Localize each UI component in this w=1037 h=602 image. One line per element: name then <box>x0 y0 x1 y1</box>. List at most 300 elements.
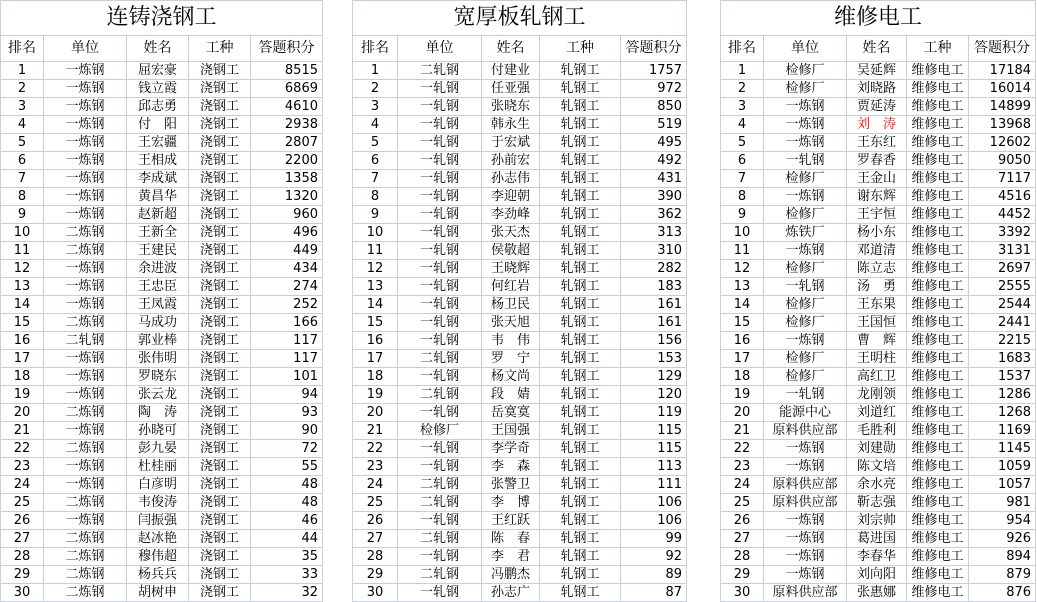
unit-cell[interactable]: 一轧钢 <box>398 260 482 278</box>
unit-cell[interactable]: 一炼钢 <box>44 152 127 170</box>
rank-cell[interactable]: 24 <box>721 476 764 494</box>
score-cell[interactable]: 1169 <box>969 422 1036 440</box>
name-cell[interactable]: 钱立霞 <box>127 80 189 98</box>
name-cell[interactable]: 毛胜利 <box>847 422 907 440</box>
job-cell[interactable]: 轧钢工 <box>540 242 621 260</box>
unit-cell[interactable]: 一炼钢 <box>44 512 127 530</box>
job-cell[interactable]: 轧钢工 <box>540 584 621 602</box>
rank-cell[interactable]: 28 <box>1 548 44 566</box>
name-cell[interactable]: 张晓东 <box>482 98 540 116</box>
unit-cell[interactable]: 一炼钢 <box>764 98 847 116</box>
score-cell[interactable]: 960 <box>251 206 323 224</box>
job-cell[interactable]: 维修电工 <box>907 386 969 404</box>
unit-cell[interactable]: 检修厂 <box>764 170 847 188</box>
job-cell[interactable]: 轧钢工 <box>540 422 621 440</box>
unit-cell[interactable]: 一轧钢 <box>398 332 482 350</box>
rank-cell[interactable]: 26 <box>353 512 398 530</box>
score-cell[interactable]: 12602 <box>969 134 1036 152</box>
job-cell[interactable]: 维修电工 <box>907 350 969 368</box>
job-cell[interactable]: 维修电工 <box>907 206 969 224</box>
name-cell[interactable]: 吴延辉 <box>847 62 907 80</box>
job-cell[interactable]: 轧钢工 <box>540 512 621 530</box>
unit-cell[interactable]: 一炼钢 <box>44 170 127 188</box>
score-cell[interactable]: 14899 <box>969 98 1036 116</box>
unit-cell[interactable]: 一轧钢 <box>398 170 482 188</box>
rank-cell[interactable]: 18 <box>353 368 398 386</box>
job-cell[interactable]: 轧钢工 <box>540 188 621 206</box>
rank-cell[interactable]: 3 <box>1 98 44 116</box>
name-cell[interactable]: 张天杰 <box>482 224 540 242</box>
name-cell[interactable]: 李春华 <box>847 548 907 566</box>
unit-cell[interactable]: 一炼钢 <box>44 458 127 476</box>
unit-cell[interactable]: 一炼钢 <box>44 350 127 368</box>
unit-cell[interactable]: 原料供应部 <box>764 422 847 440</box>
rank-cell[interactable]: 10 <box>353 224 398 242</box>
name-cell[interactable]: 李 森 <box>482 458 540 476</box>
job-cell[interactable]: 维修电工 <box>907 98 969 116</box>
rank-cell[interactable]: 24 <box>1 476 44 494</box>
column-header[interactable]: 工种 <box>540 36 621 62</box>
score-cell[interactable]: 313 <box>621 224 687 242</box>
unit-cell[interactable]: 一轧钢 <box>764 278 847 296</box>
score-cell[interactable]: 87 <box>621 584 687 602</box>
rank-cell[interactable]: 7 <box>1 170 44 188</box>
score-cell[interactable]: 390 <box>621 188 687 206</box>
rank-cell[interactable]: 10 <box>1 224 44 242</box>
rank-cell[interactable]: 17 <box>353 350 398 368</box>
unit-cell[interactable]: 二轧钢 <box>398 494 482 512</box>
name-cell[interactable]: 罗 宁 <box>482 350 540 368</box>
unit-cell[interactable]: 二炼钢 <box>44 224 127 242</box>
rank-cell[interactable]: 3 <box>353 98 398 116</box>
unit-cell[interactable]: 原料供应部 <box>764 584 847 602</box>
job-cell[interactable]: 轧钢工 <box>540 548 621 566</box>
score-cell[interactable]: 113 <box>621 458 687 476</box>
job-cell[interactable]: 维修电工 <box>907 458 969 476</box>
score-cell[interactable]: 431 <box>621 170 687 188</box>
job-cell[interactable]: 维修电工 <box>907 530 969 548</box>
unit-cell[interactable]: 一炼钢 <box>44 368 127 386</box>
unit-cell[interactable]: 一炼钢 <box>764 116 847 134</box>
name-cell[interactable]: 孙前宏 <box>482 152 540 170</box>
job-cell[interactable]: 浇钢工 <box>189 458 251 476</box>
score-cell[interactable]: 3131 <box>969 242 1036 260</box>
unit-cell[interactable]: 一炼钢 <box>764 188 847 206</box>
rank-cell[interactable]: 6 <box>1 152 44 170</box>
job-cell[interactable]: 浇钢工 <box>189 206 251 224</box>
score-cell[interactable]: 2697 <box>969 260 1036 278</box>
unit-cell[interactable]: 一炼钢 <box>44 116 127 134</box>
score-cell[interactable]: 111 <box>621 476 687 494</box>
name-cell[interactable]: 王国恒 <box>847 314 907 332</box>
unit-cell[interactable]: 检修厂 <box>764 206 847 224</box>
score-cell[interactable]: 129 <box>621 368 687 386</box>
name-cell[interactable]: 王相成 <box>127 152 189 170</box>
job-cell[interactable]: 浇钢工 <box>189 260 251 278</box>
job-cell[interactable]: 浇钢工 <box>189 134 251 152</box>
unit-cell[interactable]: 二炼钢 <box>44 440 127 458</box>
rank-cell[interactable]: 22 <box>721 440 764 458</box>
name-cell[interactable]: 王宇恒 <box>847 206 907 224</box>
job-cell[interactable]: 轧钢工 <box>540 440 621 458</box>
job-cell[interactable]: 浇钢工 <box>189 152 251 170</box>
score-cell[interactable]: 1358 <box>251 170 323 188</box>
score-cell[interactable]: 876 <box>969 584 1036 602</box>
job-cell[interactable]: 维修电工 <box>907 314 969 332</box>
name-cell[interactable]: 闫振强 <box>127 512 189 530</box>
unit-cell[interactable]: 一轧钢 <box>398 368 482 386</box>
rank-cell[interactable]: 25 <box>353 494 398 512</box>
score-cell[interactable]: 282 <box>621 260 687 278</box>
name-cell[interactable]: 余水亮 <box>847 476 907 494</box>
unit-cell[interactable]: 二炼钢 <box>44 314 127 332</box>
unit-cell[interactable]: 一轧钢 <box>398 134 482 152</box>
score-cell[interactable]: 35 <box>251 548 323 566</box>
score-cell[interactable]: 13968 <box>969 116 1036 134</box>
unit-cell[interactable]: 一轧钢 <box>398 98 482 116</box>
score-cell[interactable]: 101 <box>251 368 323 386</box>
unit-cell[interactable]: 能源中心 <box>764 404 847 422</box>
unit-cell[interactable]: 一轧钢 <box>398 314 482 332</box>
name-cell[interactable]: 葛进国 <box>847 530 907 548</box>
name-cell[interactable]: 邓道清 <box>847 242 907 260</box>
score-cell[interactable]: 2200 <box>251 152 323 170</box>
score-cell[interactable]: 44 <box>251 530 323 548</box>
rank-cell[interactable]: 22 <box>353 440 398 458</box>
score-cell[interactable]: 2555 <box>969 278 1036 296</box>
name-cell[interactable]: 付建业 <box>482 62 540 80</box>
score-cell[interactable]: 496 <box>251 224 323 242</box>
score-cell[interactable]: 117 <box>251 332 323 350</box>
unit-cell[interactable]: 一轧钢 <box>764 152 847 170</box>
score-cell[interactable]: 92 <box>621 548 687 566</box>
score-cell[interactable]: 4610 <box>251 98 323 116</box>
rank-cell[interactable]: 3 <box>721 98 764 116</box>
job-cell[interactable]: 浇钢工 <box>189 548 251 566</box>
score-cell[interactable]: 119 <box>621 404 687 422</box>
job-cell[interactable]: 浇钢工 <box>189 350 251 368</box>
job-cell[interactable]: 浇钢工 <box>189 476 251 494</box>
score-cell[interactable]: 2807 <box>251 134 323 152</box>
rank-cell[interactable]: 12 <box>353 260 398 278</box>
rank-cell[interactable]: 21 <box>1 422 44 440</box>
job-cell[interactable]: 浇钢工 <box>189 566 251 584</box>
unit-cell[interactable]: 一炼钢 <box>44 260 127 278</box>
unit-cell[interactable]: 一炼钢 <box>44 206 127 224</box>
score-cell[interactable]: 90 <box>251 422 323 440</box>
name-cell[interactable]: 何红岩 <box>482 278 540 296</box>
unit-cell[interactable]: 一轧钢 <box>398 440 482 458</box>
job-cell[interactable]: 维修电工 <box>907 332 969 350</box>
rank-cell[interactable]: 4 <box>353 116 398 134</box>
rank-cell[interactable]: 11 <box>721 242 764 260</box>
name-cell[interactable]: 杨小东 <box>847 224 907 242</box>
name-cell[interactable]: 王晓辉 <box>482 260 540 278</box>
name-cell[interactable]: 张云龙 <box>127 386 189 404</box>
name-cell[interactable]: 龙刚领 <box>847 386 907 404</box>
rank-cell[interactable]: 27 <box>353 530 398 548</box>
job-cell[interactable]: 轧钢工 <box>540 476 621 494</box>
unit-cell[interactable]: 一炼钢 <box>764 512 847 530</box>
score-cell[interactable]: 1268 <box>969 404 1036 422</box>
name-cell[interactable]: 汤 勇 <box>847 278 907 296</box>
job-cell[interactable]: 轧钢工 <box>540 368 621 386</box>
job-cell[interactable]: 浇钢工 <box>189 62 251 80</box>
score-cell[interactable]: 1683 <box>969 350 1036 368</box>
rank-cell[interactable]: 28 <box>721 548 764 566</box>
unit-cell[interactable]: 一炼钢 <box>44 278 127 296</box>
unit-cell[interactable]: 一轧钢 <box>398 152 482 170</box>
job-cell[interactable]: 轧钢工 <box>540 404 621 422</box>
rank-cell[interactable]: 19 <box>1 386 44 404</box>
unit-cell[interactable]: 原料供应部 <box>764 476 847 494</box>
rank-cell[interactable]: 9 <box>353 206 398 224</box>
name-cell[interactable]: 王东果 <box>847 296 907 314</box>
score-cell[interactable]: 1320 <box>251 188 323 206</box>
rank-cell[interactable]: 19 <box>353 386 398 404</box>
rank-cell[interactable]: 7 <box>353 170 398 188</box>
score-cell[interactable]: 48 <box>251 476 323 494</box>
score-cell[interactable]: 1059 <box>969 458 1036 476</box>
job-cell[interactable]: 浇钢工 <box>189 404 251 422</box>
job-cell[interactable]: 轧钢工 <box>540 458 621 476</box>
job-cell[interactable]: 浇钢工 <box>189 116 251 134</box>
job-cell[interactable]: 浇钢工 <box>189 278 251 296</box>
name-cell[interactable]: 刘宗帅 <box>847 512 907 530</box>
rank-cell[interactable]: 30 <box>1 584 44 602</box>
column-header[interactable]: 单位 <box>764 36 847 62</box>
unit-cell[interactable]: 一炼钢 <box>44 188 127 206</box>
score-cell[interactable]: 32 <box>251 584 323 602</box>
score-cell[interactable]: 2215 <box>969 332 1036 350</box>
unit-cell[interactable]: 检修厂 <box>764 62 847 80</box>
name-cell[interactable]: 王宏疆 <box>127 134 189 152</box>
name-cell[interactable]: 王凤霞 <box>127 296 189 314</box>
unit-cell[interactable]: 一轧钢 <box>398 80 482 98</box>
score-cell[interactable]: 2544 <box>969 296 1036 314</box>
job-cell[interactable]: 轧钢工 <box>540 80 621 98</box>
job-cell[interactable]: 轧钢工 <box>540 296 621 314</box>
unit-cell[interactable]: 一轧钢 <box>398 224 482 242</box>
rank-cell[interactable]: 14 <box>353 296 398 314</box>
rank-cell[interactable]: 4 <box>1 116 44 134</box>
rank-cell[interactable]: 22 <box>1 440 44 458</box>
name-cell[interactable]: 黄昌华 <box>127 188 189 206</box>
score-cell[interactable]: 434 <box>251 260 323 278</box>
job-cell[interactable]: 维修电工 <box>907 422 969 440</box>
name-cell[interactable]: 侯敬超 <box>482 242 540 260</box>
job-cell[interactable]: 轧钢工 <box>540 386 621 404</box>
score-cell[interactable]: 495 <box>621 134 687 152</box>
name-cell[interactable]: 韦俊涛 <box>127 494 189 512</box>
unit-cell[interactable]: 一炼钢 <box>44 386 127 404</box>
rank-cell[interactable]: 20 <box>1 404 44 422</box>
rank-cell[interactable]: 18 <box>1 368 44 386</box>
unit-cell[interactable]: 一炼钢 <box>44 62 127 80</box>
job-cell[interactable]: 浇钢工 <box>189 512 251 530</box>
name-cell[interactable]: 杜桂丽 <box>127 458 189 476</box>
name-cell[interactable]: 王明柱 <box>847 350 907 368</box>
column-header[interactable]: 排名 <box>1 36 44 62</box>
unit-cell[interactable]: 原料供应部 <box>764 494 847 512</box>
unit-cell[interactable]: 二轧钢 <box>398 476 482 494</box>
score-cell[interactable]: 492 <box>621 152 687 170</box>
rank-cell[interactable]: 20 <box>353 404 398 422</box>
job-cell[interactable]: 浇钢工 <box>189 242 251 260</box>
rank-cell[interactable]: 27 <box>1 530 44 548</box>
rank-cell[interactable]: 2 <box>353 80 398 98</box>
job-cell[interactable]: 维修电工 <box>907 494 969 512</box>
rank-cell[interactable]: 29 <box>721 566 764 584</box>
rank-cell[interactable]: 27 <box>721 530 764 548</box>
unit-cell[interactable]: 一炼钢 <box>44 476 127 494</box>
job-cell[interactable]: 浇钢工 <box>189 494 251 512</box>
rank-cell[interactable]: 18 <box>721 368 764 386</box>
unit-cell[interactable]: 一轧钢 <box>398 404 482 422</box>
rank-cell[interactable]: 28 <box>353 548 398 566</box>
rank-cell[interactable]: 6 <box>721 152 764 170</box>
name-cell[interactable]: 陈立志 <box>847 260 907 278</box>
job-cell[interactable]: 轧钢工 <box>540 134 621 152</box>
score-cell[interactable]: 1057 <box>969 476 1036 494</box>
job-cell[interactable]: 轧钢工 <box>540 332 621 350</box>
unit-cell[interactable]: 二轧钢 <box>398 62 482 80</box>
unit-cell[interactable]: 二轧钢 <box>44 332 127 350</box>
unit-cell[interactable]: 二炼钢 <box>44 494 127 512</box>
job-cell[interactable]: 浇钢工 <box>189 314 251 332</box>
unit-cell[interactable]: 二轧钢 <box>398 530 482 548</box>
unit-cell[interactable]: 一炼钢 <box>44 80 127 98</box>
unit-cell[interactable]: 二炼钢 <box>44 584 127 602</box>
rank-cell[interactable]: 26 <box>1 512 44 530</box>
rank-cell[interactable]: 16 <box>721 332 764 350</box>
job-cell[interactable]: 轧钢工 <box>540 224 621 242</box>
rank-cell[interactable]: 5 <box>721 134 764 152</box>
name-cell[interactable]: 马成功 <box>127 314 189 332</box>
rank-cell[interactable]: 29 <box>1 566 44 584</box>
score-cell[interactable]: 72 <box>251 440 323 458</box>
score-cell[interactable]: 879 <box>969 566 1036 584</box>
score-cell[interactable]: 94 <box>251 386 323 404</box>
job-cell[interactable]: 维修电工 <box>907 476 969 494</box>
rank-cell[interactable]: 5 <box>1 134 44 152</box>
unit-cell[interactable]: 二炼钢 <box>44 530 127 548</box>
job-cell[interactable]: 浇钢工 <box>189 170 251 188</box>
job-cell[interactable]: 维修电工 <box>907 260 969 278</box>
name-cell[interactable]: 罗晓东 <box>127 368 189 386</box>
score-cell[interactable]: 153 <box>621 350 687 368</box>
job-cell[interactable]: 浇钢工 <box>189 98 251 116</box>
unit-cell[interactable]: 炼铁厂 <box>764 224 847 242</box>
rank-cell[interactable]: 6 <box>353 152 398 170</box>
unit-cell[interactable]: 二炼钢 <box>44 548 127 566</box>
name-cell[interactable]: 赵新超 <box>127 206 189 224</box>
unit-cell[interactable]: 一轧钢 <box>398 278 482 296</box>
unit-cell[interactable]: 一炼钢 <box>44 296 127 314</box>
name-cell[interactable]: 赵冰艳 <box>127 530 189 548</box>
rank-cell[interactable]: 2 <box>721 80 764 98</box>
name-cell[interactable]: 曹 辉 <box>847 332 907 350</box>
rank-cell[interactable]: 23 <box>721 458 764 476</box>
rank-cell[interactable]: 12 <box>721 260 764 278</box>
rank-cell[interactable]: 15 <box>721 314 764 332</box>
score-cell[interactable]: 183 <box>621 278 687 296</box>
score-cell[interactable]: 954 <box>969 512 1036 530</box>
job-cell[interactable]: 轧钢工 <box>540 170 621 188</box>
score-cell[interactable]: 362 <box>621 206 687 224</box>
score-cell[interactable]: 1145 <box>969 440 1036 458</box>
rank-cell[interactable]: 16 <box>1 332 44 350</box>
rank-cell[interactable]: 29 <box>353 566 398 584</box>
rank-cell[interactable]: 25 <box>1 494 44 512</box>
unit-cell[interactable]: 一轧钢 <box>398 512 482 530</box>
score-cell[interactable]: 9050 <box>969 152 1036 170</box>
unit-cell[interactable]: 一炼钢 <box>764 566 847 584</box>
name-cell[interactable]: 冯鹏杰 <box>482 566 540 584</box>
score-cell[interactable]: 2441 <box>969 314 1036 332</box>
job-cell[interactable]: 维修电工 <box>907 512 969 530</box>
rank-cell[interactable]: 11 <box>1 242 44 260</box>
name-cell[interactable]: 付 阳 <box>127 116 189 134</box>
rank-cell[interactable]: 8 <box>1 188 44 206</box>
job-cell[interactable]: 轧钢工 <box>540 116 621 134</box>
job-cell[interactable]: 维修电工 <box>907 242 969 260</box>
column-header[interactable]: 工种 <box>189 36 251 62</box>
job-cell[interactable]: 维修电工 <box>907 62 969 80</box>
score-cell[interactable]: 252 <box>251 296 323 314</box>
unit-cell[interactable]: 二轧钢 <box>398 386 482 404</box>
job-cell[interactable]: 轧钢工 <box>540 530 621 548</box>
score-cell[interactable]: 33 <box>251 566 323 584</box>
rank-cell[interactable]: 26 <box>721 512 764 530</box>
job-cell[interactable]: 浇钢工 <box>189 530 251 548</box>
rank-cell[interactable]: 13 <box>1 278 44 296</box>
name-cell[interactable]: 李 博 <box>482 494 540 512</box>
unit-cell[interactable]: 一轧钢 <box>398 296 482 314</box>
rank-cell[interactable]: 17 <box>721 350 764 368</box>
score-cell[interactable]: 981 <box>969 494 1036 512</box>
name-cell[interactable]: 穆伟超 <box>127 548 189 566</box>
score-cell[interactable]: 89 <box>621 566 687 584</box>
unit-cell[interactable]: 一轧钢 <box>398 206 482 224</box>
job-cell[interactable]: 维修电工 <box>907 188 969 206</box>
rank-cell[interactable]: 9 <box>721 206 764 224</box>
name-cell[interactable]: 陈 春 <box>482 530 540 548</box>
unit-cell[interactable]: 一炼钢 <box>764 458 847 476</box>
unit-cell[interactable]: 二炼钢 <box>44 404 127 422</box>
name-cell[interactable]: 邱志勇 <box>127 98 189 116</box>
score-cell[interactable]: 117 <box>251 350 323 368</box>
unit-cell[interactable]: 检修厂 <box>764 296 847 314</box>
job-cell[interactable]: 轧钢工 <box>540 566 621 584</box>
name-cell[interactable]: 李 君 <box>482 548 540 566</box>
name-cell[interactable]: 陈文培 <box>847 458 907 476</box>
job-cell[interactable]: 轧钢工 <box>540 98 621 116</box>
job-cell[interactable]: 维修电工 <box>907 584 969 602</box>
job-cell[interactable]: 维修电工 <box>907 80 969 98</box>
score-cell[interactable]: 4516 <box>969 188 1036 206</box>
name-cell[interactable]: 刘向阳 <box>847 566 907 584</box>
score-cell[interactable]: 166 <box>251 314 323 332</box>
score-cell[interactable]: 972 <box>621 80 687 98</box>
name-cell[interactable]: 王新全 <box>127 224 189 242</box>
score-cell[interactable]: 16014 <box>969 80 1036 98</box>
job-cell[interactable]: 轧钢工 <box>540 152 621 170</box>
job-cell[interactable]: 维修电工 <box>907 134 969 152</box>
name-cell[interactable]: 李劲峰 <box>482 206 540 224</box>
job-cell[interactable]: 维修电工 <box>907 566 969 584</box>
rank-cell[interactable]: 30 <box>721 584 764 602</box>
